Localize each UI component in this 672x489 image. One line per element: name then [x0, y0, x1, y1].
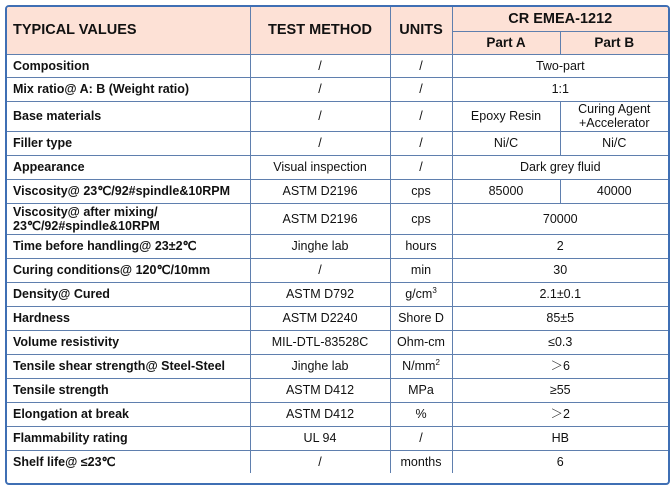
row-label: Base materials [7, 101, 250, 131]
row-method: / [250, 258, 390, 282]
table-row [7, 306, 668, 330]
table-row [7, 54, 668, 77]
row-value-part-a: 85000 [452, 179, 560, 203]
row-units: cps [390, 203, 452, 234]
header-test-method: TEST METHOD [250, 7, 390, 54]
row-value: Dark grey fluid [452, 155, 668, 179]
row-label: Appearance [7, 155, 250, 179]
header-typical-values: TYPICAL VALUES [7, 7, 250, 54]
row-label: Flammability rating [7, 426, 250, 450]
row-label: Hardness [7, 306, 250, 330]
row-units: MPa [390, 378, 452, 402]
row-units [390, 354, 452, 378]
row-method: / [250, 77, 390, 101]
row-value: ＞2 [452, 402, 668, 426]
row-value-part-b [560, 101, 668, 131]
part-b-line-2: +Accelerator [578, 116, 650, 130]
table-row [7, 330, 668, 354]
row-method: Jinghe lab [250, 354, 390, 378]
header-part-a: Part A [452, 31, 560, 54]
row-value-part-a: Ni/C [452, 131, 560, 155]
row-value-part-b: Ni/C [560, 131, 668, 155]
row-method: Jinghe lab [250, 234, 390, 258]
table-row [7, 354, 668, 378]
row-label-line-2: 23℃/92#spindle&10RPM [13, 218, 160, 233]
table-row [7, 131, 668, 155]
row-value: 2.1±0.1 [452, 282, 668, 306]
row-units: months [390, 450, 452, 473]
units-base: g/cm [405, 287, 433, 301]
table-row [7, 77, 668, 101]
typical-values-table [7, 7, 668, 473]
row-label: Curing conditions@ 120℃/10mm [7, 258, 250, 282]
table-row [7, 378, 668, 402]
row-value: 2 [452, 234, 668, 258]
header-units: UNITS [390, 7, 452, 54]
row-units: / [390, 54, 452, 77]
row-units: cps [390, 179, 452, 203]
units-superscript: 3 [432, 285, 437, 295]
table-row [7, 179, 668, 203]
table-row [7, 402, 668, 426]
row-method: ASTM D792 [250, 282, 390, 306]
row-value: ≤0.3 [452, 330, 668, 354]
row-method: Visual inspection [250, 155, 390, 179]
row-label: Tensile strength [7, 378, 250, 402]
row-label: Shelf life@ ≤23℃ [7, 450, 250, 473]
row-method: / [250, 131, 390, 155]
row-method: ASTM D412 [250, 402, 390, 426]
row-label: Tensile shear strength@ Steel-Steel [7, 354, 250, 378]
part-b-line-1: Curing Agent [578, 102, 651, 116]
row-value: HB [452, 426, 668, 450]
row-units: % [390, 402, 452, 426]
row-units: / [390, 101, 452, 131]
table-row [7, 258, 668, 282]
row-label: Time before handling@ 23±2℃ [7, 234, 250, 258]
row-label: Elongation at break [7, 402, 250, 426]
row-value: 85±5 [452, 306, 668, 330]
row-label [7, 203, 250, 234]
header-part-b: Part B [560, 31, 668, 54]
row-label: Volume resistivity [7, 330, 250, 354]
row-method: ASTM D412 [250, 378, 390, 402]
units-superscript: 2 [435, 357, 440, 367]
row-method: / [250, 54, 390, 77]
row-method: ASTM D2240 [250, 306, 390, 330]
row-units: / [390, 155, 452, 179]
row-value-part-b: 40000 [560, 179, 668, 203]
row-units: Shore D [390, 306, 452, 330]
row-label: Filler type [7, 131, 250, 155]
row-method: UL 94 [250, 426, 390, 450]
row-method: MIL-DTL-83528C [250, 330, 390, 354]
row-method: ASTM D2196 [250, 179, 390, 203]
table-row [7, 426, 668, 450]
row-value: Two-part [452, 54, 668, 77]
row-label: Composition [7, 54, 250, 77]
row-value-part-a: Epoxy Resin [452, 101, 560, 131]
row-units: / [390, 131, 452, 155]
header-product-name: CR EMEA-1212 [452, 7, 668, 31]
table-row [7, 203, 668, 234]
row-units: min [390, 258, 452, 282]
table-row [7, 450, 668, 473]
row-units: hours [390, 234, 452, 258]
table-row [7, 282, 668, 306]
row-label: Density@ Cured [7, 282, 250, 306]
row-units: Ohm-cm [390, 330, 452, 354]
row-label: Viscosity@ 23℃/92#spindle&10RPM [7, 179, 250, 203]
row-value: 6 [452, 450, 668, 473]
row-value: 30 [452, 258, 668, 282]
units-base: N/mm [402, 359, 436, 373]
properties-table-frame [5, 5, 670, 485]
header-row-1 [7, 7, 668, 31]
row-value: ＞6 [452, 354, 668, 378]
table-row [7, 234, 668, 258]
row-label: Mix ratio@ A: B (Weight ratio) [7, 77, 250, 101]
row-units: / [390, 426, 452, 450]
row-label-line-1: Viscosity@ after mixing/ [13, 204, 158, 219]
row-method: ASTM D2196 [250, 203, 390, 234]
row-value: 70000 [452, 203, 668, 234]
table-row [7, 155, 668, 179]
row-value: ≥55 [452, 378, 668, 402]
row-value: 1:1 [452, 77, 668, 101]
row-units: / [390, 77, 452, 101]
row-method: / [250, 450, 390, 473]
row-method: / [250, 101, 390, 131]
table-row [7, 101, 668, 131]
row-units [390, 282, 452, 306]
